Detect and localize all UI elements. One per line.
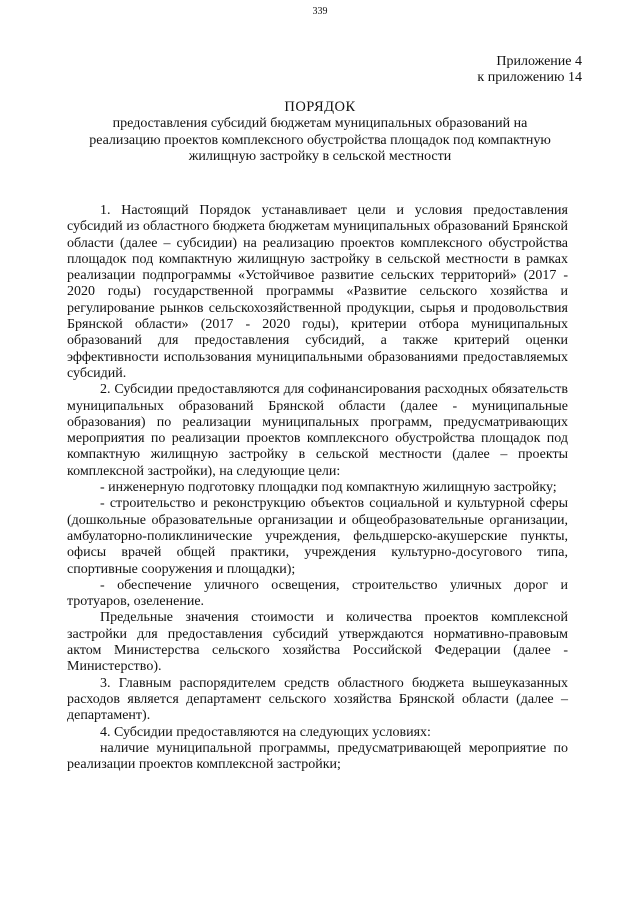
- document-heading: [88, 99, 552, 166]
- document-subtitle: предоставления субсидий бюджетам муниципальных образований на реализацию проектов комплексного обустройства площадок под компактную жилищную застройку в сельской местности: [89, 116, 551, 164]
- paragraph-6: Предельные значения стоимости и количества проектов комплексной застройки для предоставления субсидий утверждаются нормативно-правовым актом Министерства сельского хозяйства Российской Федерации (далее - Министерство).: [67, 610, 568, 675]
- paragraph-2: 2. Субсидии предоставляются для софинансирования расходных обязательств муниципальных образований Брянской области (далее - муниципальные образования) по реализации муниципальных программ, предусматривающих мероприятия по реализации проектов комплексного обустройства площадок под компактную жилищную застройку в сельской местности (далее – проекты комплексной застройки), на следующие цели:: [67, 382, 568, 479]
- paragraph-1: 1. Настоящий Порядок устанавливает цели и условия предоставления субсидий из областного бюджета бюджетам муниципальных образований Брянской области (далее – субсидии) на реализацию проектов комплексного обустройства площадок под компактную жилищную застройку в сельской местности в рамках реализации подпрограммы «Устойчивое развитие сельских территорий» (2017 - 2020 годы) государственной программы «Развитие сельского хозяйства и регулирование рынков сельскохозяйственной продукции, сырья и продовольствия Брянской области» (2017 - 2020 годы), критерии отбора муниципальных образований для предоставления субсидий, а также критерий оценки эффективности использования муниципальными образованиями предоставляемых субсидий.: [67, 203, 568, 381]
- paragraph-9: наличие муниципальной программы, предусматривающей мероприятие по реализации проектов комплексной застройки;: [67, 740, 568, 773]
- paragraph-8: 4. Субсидии предоставляются на следующих условиях:: [100, 724, 431, 740]
- page-number: 339: [312, 6, 328, 17]
- appendix-reference: [477, 54, 582, 86]
- paragraph-3: - инженерную подготовку площадки под компактную жилищную застройку;: [100, 480, 557, 496]
- paragraph-7: 3. Главным распорядителем средств областного бюджета вышеуказанных расходов является департамент сельского хозяйства Брянской области (далее – департамент).: [67, 675, 568, 724]
- paragraph-5: - обеспечение уличного освещения, строительство уличных дорог и тротуаров, озеленение.: [67, 577, 568, 610]
- document-title: ПОРЯДОК: [284, 99, 356, 115]
- appendix-line-1: Приложение 4: [496, 54, 582, 69]
- appendix-line-2: к приложению 14: [477, 70, 582, 85]
- paragraph-4: - строительство и реконструкцию объектов социальной и культурной сферы (дошкольные образовательные организации и общеобразовательные организации, амбулаторно-поликлинические учреждения, фельдшерско-акушерские пункты, офисы врачей общей практики, учреждения культурно-досугового типа, спортивные сооружения и площадки);: [67, 496, 568, 577]
- document-body: [67, 203, 568, 773]
